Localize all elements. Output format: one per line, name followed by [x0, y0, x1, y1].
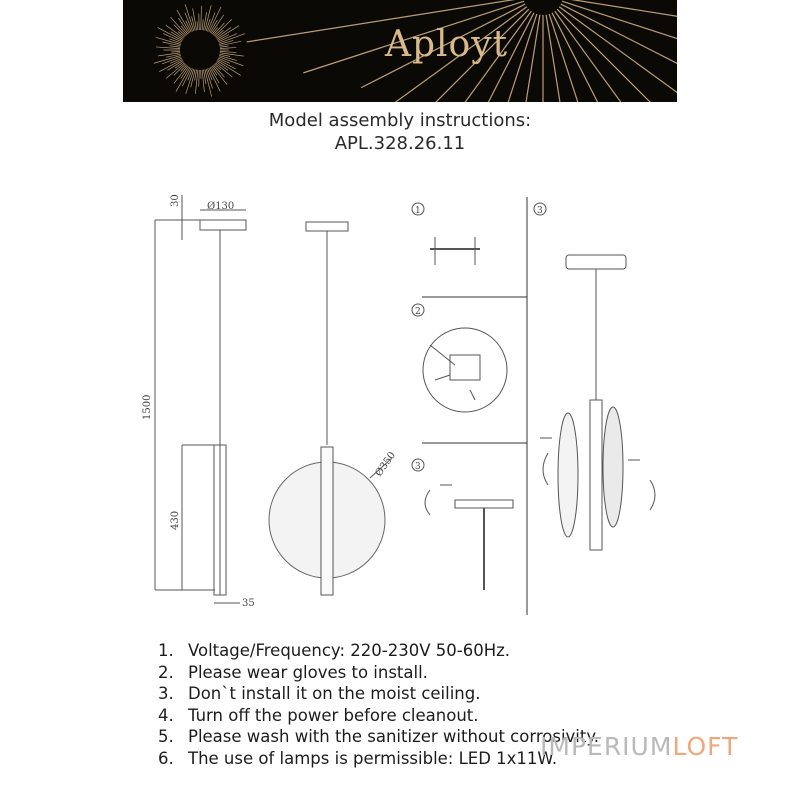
disc-left-assembled — [558, 413, 578, 537]
instruction-item: 5. Please wash with the sanitizer without corrosivity. — [158, 727, 600, 746]
step-label-3: 3 — [415, 462, 421, 472]
instruction-list — [158, 640, 599, 769]
instruction-item: 2. Please wear gloves to install. — [158, 662, 428, 682]
brand-name: Aployt — [385, 24, 509, 65]
sun-ray — [158, 53, 180, 56]
step-label-1: 1 — [415, 206, 421, 216]
watermark-part2: LOFT — [672, 732, 739, 761]
dim-shade-depth: 35 — [242, 598, 255, 609]
sun-ray — [197, 21, 198, 30]
instruction-item: 6. The use of lamps is permissible: LED 1x11W. — [158, 748, 558, 768]
dim-shade-diameter: Ø350 — [373, 450, 399, 479]
sun-ray — [203, 12, 206, 30]
sun-ray — [199, 14, 200, 30]
wiring-detail-circle — [423, 328, 507, 412]
clip-left — [543, 453, 548, 485]
canopy-front — [306, 222, 348, 231]
sun-ray — [201, 6, 202, 30]
ceiling-hook-left — [425, 490, 430, 515]
sun-ray — [171, 51, 180, 52]
sun-ray — [555, 11, 663, 102]
sun-ray — [220, 53, 244, 56]
assembly-drawing — [130, 185, 670, 625]
model-number: APL.328.26.11 — [334, 133, 466, 154]
instruction-item: 1. Voltage/Frequency: 220-230V 50-60Hz. — [158, 641, 511, 660]
sun-ray — [220, 51, 236, 52]
sun-ray — [199, 70, 200, 86]
tube-assembled — [590, 400, 602, 550]
step-label-3b: 3 — [537, 206, 543, 216]
canopy-side — [200, 220, 246, 230]
watermark-part1: IMPERIUM — [540, 732, 673, 761]
sun-ray — [202, 19, 203, 30]
dim-canopy-height: 30 — [170, 194, 181, 207]
instruction-item: 3. Don`t install it on the moist ceiling. — [158, 684, 481, 703]
sun-ray — [546, 15, 577, 102]
instruction-item: 4. Turn off the power before cleanout. — [158, 705, 479, 725]
page-title: Model assembly instructions: — [268, 110, 532, 131]
watermark — [540, 732, 738, 761]
brand-banner — [123, 0, 677, 102]
step-label-2: 2 — [415, 307, 421, 317]
sun-ray — [549, 14, 636, 102]
sun-ray — [220, 47, 236, 48]
sun-ray — [219, 34, 245, 44]
clip-right — [650, 480, 655, 510]
led-tube-front — [321, 447, 333, 595]
sun-ray — [557, 9, 677, 102]
canopy-install — [455, 500, 513, 508]
sun-ray — [563, 0, 677, 31]
sun-ray — [220, 46, 229, 47]
sun-ray — [170, 46, 181, 47]
terminal-block — [450, 355, 480, 380]
dim-shade-height: 430 — [170, 510, 181, 530]
dim-canopy-diameter: Ø130 — [207, 201, 235, 212]
wires — [430, 345, 475, 400]
canopy-assembled — [566, 255, 626, 269]
dim-total-height: 1500 — [142, 394, 153, 420]
sun-ray — [156, 47, 180, 49]
disc-right-assembled — [603, 407, 623, 527]
